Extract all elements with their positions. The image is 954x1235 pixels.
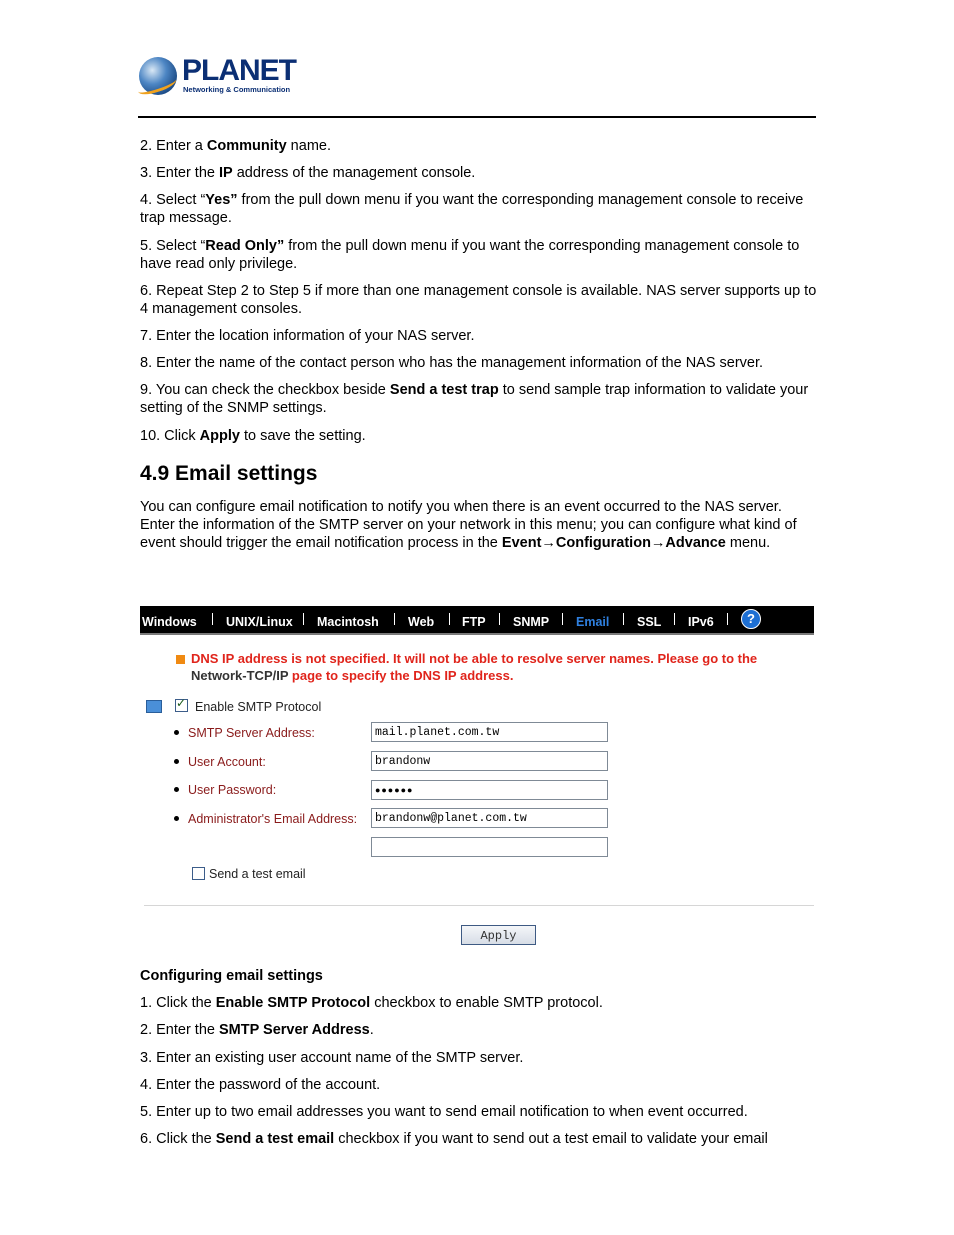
text-run: 2. Enter the [140, 1022, 219, 1038]
smtp-server-label: SMTP Server Address: [188, 726, 315, 740]
warning-icon [176, 655, 185, 664]
step-paragraph [140, 994, 820, 1012]
text-run: 2. Enter a [140, 138, 207, 154]
dns-warning-rest: page to specify the DNS IP address. [288, 668, 514, 683]
text-run: 6. Click the [140, 1131, 216, 1147]
dns-warning-line1: DNS IP address is not specified. It will not be able to resolve server names. Please go to the [191, 651, 758, 666]
bold-term: SMTP Server Address [219, 1022, 370, 1038]
step-paragraph [140, 1049, 820, 1067]
bullet-icon [174, 759, 179, 764]
user-password-label: User Password: [188, 783, 277, 797]
text-run: checkbox if you want to send out a test email to validate your email [334, 1131, 768, 1147]
tab-ipv6[interactable]: IPv6 [688, 615, 714, 629]
text-run: name. [286, 138, 331, 154]
intro-paragraph [140, 498, 816, 552]
tab-web[interactable]: Web [408, 615, 435, 629]
tab-separator [562, 613, 563, 625]
text-run: address of the management console. [232, 165, 476, 181]
user-password-input[interactable]: ●●●●●● [371, 780, 608, 800]
help-icon[interactable]: ? [741, 609, 761, 629]
step-paragraph [140, 137, 820, 155]
text-run: 5. Enter up to two email addresses you want to send email notification to when event occurred. [140, 1104, 748, 1120]
bold-term: Event→Configuration→Advance [501, 535, 726, 551]
text-run: 4. Select “ [140, 192, 206, 208]
text-run: 9. You can check the checkbox beside [140, 382, 390, 398]
tab-separator [449, 613, 450, 625]
user-account-input[interactable]: brandonw [371, 751, 608, 771]
step-paragraph [140, 164, 820, 182]
tab-separator [623, 613, 624, 625]
step-paragraph [140, 237, 820, 273]
bold-term: Yes” [205, 192, 238, 208]
admin-email-label: Administrator's Email Address: [188, 812, 358, 826]
text-run: 3. Enter the [140, 165, 219, 181]
bold-term: Apply [199, 428, 240, 444]
text-run: 6. Repeat Step 2 to Step 5 if more than one management console is available. NAS server supports up to 4 management consoles. [140, 283, 817, 317]
text-run: 7. Enter the location information of your NAS server. [140, 328, 475, 344]
user-account-label: User Account: [188, 755, 266, 769]
send-test-email-label: Send a test email [209, 867, 306, 881]
tab-separator [727, 613, 728, 625]
tab-unix-linux[interactable]: UNIX/Linux [226, 615, 293, 629]
smtp-server-input[interactable]: mail.planet.com.tw [371, 722, 608, 742]
tab-windows[interactable]: Windows [142, 615, 197, 629]
admin-email-input-2[interactable] [371, 837, 608, 857]
bold-term: Community [206, 138, 287, 154]
enable-smtp-checkbox[interactable] [175, 699, 188, 712]
text-run: 8. Enter the name of the contact person who has the management information of the NAS server. [140, 355, 764, 371]
enable-smtp-label: Enable SMTP Protocol [195, 700, 322, 714]
tab-macintosh[interactable]: Macintosh [317, 615, 379, 629]
step-paragraph [140, 427, 820, 445]
tab-snmp[interactable]: SNMP [513, 615, 550, 629]
header-divider [138, 116, 816, 118]
text-run: 4. Enter the password of the account. [140, 1077, 381, 1093]
bullet-icon [174, 787, 179, 792]
bold-term: Read Only” [205, 238, 285, 254]
bullet-icon [174, 730, 179, 735]
step-paragraph [140, 327, 820, 345]
step-paragraph [140, 354, 820, 372]
dns-warning-line2 [191, 668, 513, 683]
text-run: 5. Select “ [140, 238, 206, 254]
text-run: from the pull down menu if you want the corresponding management console to receive trap message. [140, 192, 804, 226]
step-paragraph [140, 1021, 820, 1039]
tab-ssl[interactable]: SSL [637, 615, 662, 629]
tab-separator [394, 613, 395, 625]
text-run: You can configure email notification to notify you when there is an event occurred to the NAS server. Enter the information of the SMTP server on your network in this menu; you can configure what kind of event should trigger the email notification process in the [140, 499, 797, 551]
text-run: checkbox to enable SMTP protocol. [370, 995, 603, 1011]
tab-separator [499, 613, 500, 625]
bold-term: Enable SMTP Protocol [215, 995, 371, 1011]
tab-ftp[interactable]: FTP [462, 615, 486, 629]
text-run: 3. Enter an existing user account name of the SMTP server. [140, 1050, 524, 1066]
section-title: 4.9 Email settings [140, 462, 318, 485]
tab-separator [674, 613, 675, 625]
text-run: to save the setting. [239, 428, 366, 444]
bold-term: IP [219, 165, 233, 181]
logo-tagline: Networking & Communication [183, 85, 291, 94]
tab-email[interactable]: Email [576, 615, 610, 629]
step-paragraph [140, 1130, 830, 1148]
text-run: menu. [725, 535, 771, 551]
tab-separator [303, 613, 304, 625]
planet-logo [139, 55, 299, 97]
bold-term: Send a test email [215, 1131, 335, 1147]
admin-email-input[interactable]: brandonw@planet.com.tw [371, 808, 608, 828]
step-paragraph [140, 1076, 820, 1094]
network-tcpip-link[interactable]: Network-TCP/IP [191, 668, 289, 683]
panel-divider [144, 905, 814, 906]
text-run: to send sample trap information to validate your setting of the SNMP settings. [140, 382, 809, 416]
step-paragraph [140, 191, 820, 227]
collapse-toggle-icon[interactable] [146, 700, 162, 713]
config-heading: Configuring email settings [140, 968, 323, 984]
bullet-icon [174, 816, 179, 821]
settings-tab-bar [140, 606, 814, 635]
text-run: 10. Click [140, 428, 200, 444]
step-paragraph [140, 381, 820, 417]
text-run: from the pull down menu if you want the corresponding management console to have read only privilege. [140, 238, 800, 272]
bold-term: Send a test trap [389, 382, 499, 398]
tab-separator [212, 613, 213, 625]
apply-button[interactable]: Apply [461, 925, 536, 945]
text-run: 1. Click the [140, 995, 216, 1011]
step-paragraph [140, 1103, 820, 1121]
logo-wordmark: PLANET [182, 54, 296, 87]
text-run: . [369, 1022, 374, 1038]
send-test-email-checkbox[interactable] [192, 867, 205, 880]
step-paragraph [140, 282, 820, 318]
